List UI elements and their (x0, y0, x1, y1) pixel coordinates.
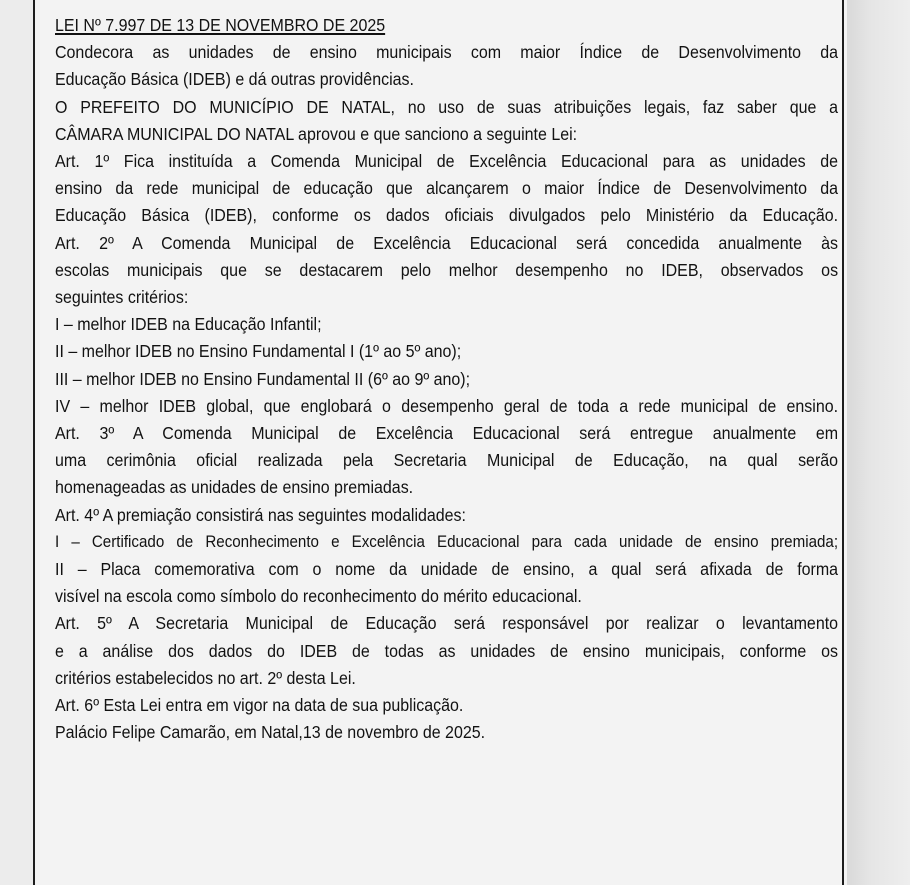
law-line: Art. 1º Fica instituída a Comenda Municipal de Excelência Educacional para as unidades de (55, 151, 839, 172)
law-line: Art. 4º A premiação consistirá nas seguintes modalidades: (55, 504, 467, 525)
page-margin-shadow (847, 0, 910, 885)
law-line: visível na escola como símbolo do reconhecimento do mérito educacional. (55, 586, 582, 607)
law-line: CÂMARA MUNICIPAL DO NATAL aprovou e que sanciono a seguinte Lei: (55, 123, 578, 144)
law-line: seguintes critérios: (55, 287, 189, 308)
law-line: uma cerimônia oficial realizada pela Secretaria Municipal de Educação, na qual serão (55, 450, 839, 471)
law-line: homenageadas as unidades de ensino premiadas. (55, 477, 414, 498)
law-text (55, 12, 839, 746)
law-line: ensino da rede municipal de educação que alcançarem o maior Índice de Desenvolvimento da (55, 178, 839, 199)
law-line: Art. 3º A Comenda Municipal de Excelência Educacional será entregue anualmente em (55, 423, 839, 444)
law-line: Art. 6º Esta Lei entra em vigor na data de sua publicação. (55, 695, 464, 716)
law-line: Palácio Felipe Camarão, em Natal,13 de novembro de 2025. (55, 722, 486, 743)
law-line: Condecora as unidades de ensino municipais com maior Índice de Desenvolvimento da (55, 42, 839, 63)
law-line: O PREFEITO DO MUNICÍPIO DE NATAL, no uso de suas atribuições legais, faz saber que a (55, 96, 839, 117)
law-line: Art. 2º A Comenda Municipal de Excelência Educacional será concedida anualmente às (55, 232, 839, 253)
law-line: I – melhor IDEB na Educação Infantil; (55, 314, 322, 335)
law-title: LEI Nº 7.997 DE 13 DE NOVEMBRO DE 2025 (55, 15, 386, 35)
law-line: II – Placa comemorativa com o nome da unidade de ensino, a qual será afixada de forma (55, 559, 839, 580)
law-line: Educação Básica (IDEB) e dá outras providências. (55, 69, 414, 90)
law-line: IV – melhor IDEB global, que englobará o desempenho geral de toda a rede municipal de ensino. (55, 395, 839, 416)
law-line: escolas municipais que se destacarem pelo melhor desempenho no IDEB, observados os (55, 259, 839, 280)
law-line: III – melhor IDEB no Ensino Fundamental II (6º ao 9º ano); (55, 368, 471, 389)
law-line: I – Certificado de Reconhecimento e Excelência Educacional para cada unidade de ensino premiada; (55, 532, 839, 551)
law-line: Educação Básica (IDEB), conforme os dados oficiais divulgados pelo Ministério da Educação. (55, 205, 839, 226)
law-line: Art. 5º A Secretaria Municipal de Educação será responsável por realizar o levantamento (55, 613, 839, 634)
law-line: critérios estabelecidos no art. 2º desta Lei. (55, 667, 356, 688)
law-line: e a análise dos dados do IDEB de todas as unidades de ensino municipais, conforme os (55, 640, 839, 661)
law-line: II – melhor IDEB no Ensino Fundamental I (1º ao 5º ano); (55, 341, 462, 362)
